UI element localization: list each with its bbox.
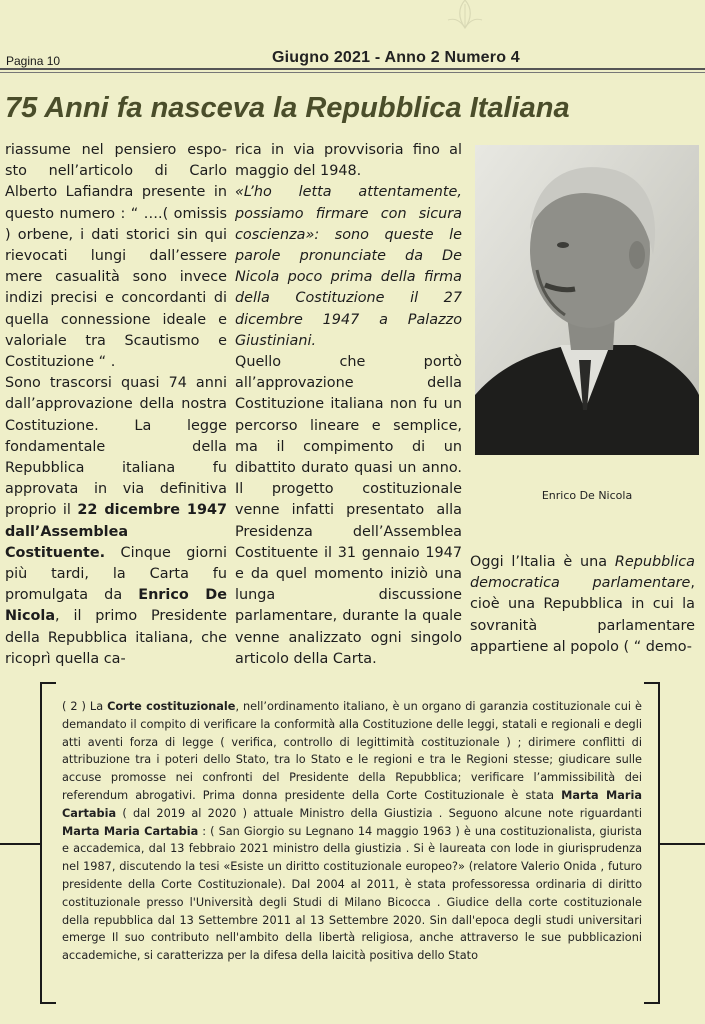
page-header <box>0 46 705 70</box>
page-number: Pagina 10 <box>6 54 61 68</box>
leaf-ornament-icon <box>440 0 490 30</box>
footnote-text: ( 2 ) La Corte costituzionale, nell’ordinamento italiano, è un organo di garanzia costituzionale cui è demandato il compito di verificare la conformità alla Costituzione delle leggi, statali e regionali e degli atti aventi forza di legge ( verifica, controllo di legittimità costituzionale ) ; dirimere conflitti di attribuzione tra i poteri dello Stato, tra lo Stato e le regioni e tra le Regioni stesse; giudicare sulle accuse promosse nei confronti del Presidente della Repubblica; verificare l’ammissibilità dei referendum abrogativi. Prima donna presidente della Corte Costituzionale è stata Marta Maria Cartabia ( dal 2019 al 2020 ) attuale Ministro della Giustizia . Seguono alcune note riguardanti Marta Maria Cartabia : ( San Giorgio su Legnano 14 maggio 1963 ) è una costituzionalista, giurista e accademica, dal 13 febbraio 2021 ministro della giustizia . Si è laureata con lode in giurisprudenza nel 1987, discutendo la tesi «Esiste un diritto costituzionale europeo?» (relatore Valerio Onida , futuro presidente della Corte Costituzionale). Dal 2004 al 2011, è stata professoressa ordinaria di diritto costituzionale presso l'Università degli Studi di Milano Bicocca . Giudice della corte costituzionale della repubblica dal 13 Settembre 2011 al 13 Settembre 2020. Sin dall'epoca degli studi universitari emerge Il suo contributo nell'ambito della libertà religiosa, anche attraverso le sue pubblicazioni accademiche, si caratterizza per la difesa della laicità positiva dello Stato <box>62 700 642 963</box>
footnote-connector-left <box>0 843 40 845</box>
paragraph: Quello che portò all’approvazione della Costituzione italiana non fu un percorso lineare e semplice, ma il compimento di un dibattito durato quasi un anno. Il progetto costituzionale venne infatti presentato alla Presidenza dell’Assemblea Costituente il 31 gennaio 1947 e da quel momento iniziò una lunga discussione parlamentare, durante la quale venne analizzato ogni singolo articolo della Carta. <box>235 354 462 667</box>
article-column-1 <box>5 140 227 670</box>
article-column-3 <box>470 552 695 658</box>
quote-paragraph: «L’ho letta attentamente, possiamo firmare con sicura coscienza»: sono queste le parole pronunciate da De Nicola poco prima della firma della Costituzione il 27 dicembre 1947 a Palazzo Giustiniani. <box>235 184 462 349</box>
article-title: 75 Anni fa nasceva la Repubblica Italiana <box>5 92 570 124</box>
header-rule <box>0 68 705 70</box>
issue-info: Giugno 2021 - Anno 2 Numero 4 <box>272 49 520 66</box>
paragraph: rica in via provvisoria fino al maggio del 1948. <box>235 142 462 180</box>
photo-caption: Enrico De Nicola <box>541 489 633 502</box>
bracket-left <box>40 682 56 1004</box>
footnote-connector-right <box>660 843 705 845</box>
paragraph: riassume nel pensiero espo-sto nell’articolo di Carlo Alberto Lafiandra presente in questo numero : “ ….( omissis ) orbene, i dati storici sin qui rievocati lungi dall’essere mere casualità sono invece indizi precisi e concordanti di quella connessione ideale e valoriale tra Scautismo e Costituzione “ . <box>5 142 227 371</box>
paragraph: Oggi l’Italia è una Repubblica democratica parlamentare, cioè una Repubblica in cui la sovranità parlamentare appartiene al popolo ( “ demo- <box>470 554 695 655</box>
portrait-photo <box>475 145 699 455</box>
paragraph: Sono trascorsi quasi 74 anni dall’approvazione della nostra Costituzione. La legge fondamentale della Repubblica italiana fu approvata in via definitiva proprio il 22 dicembre 1947 dall’Assemblea Costituente. Cinque giorni più tardi, la Carta fu promulgata da Enrico De Nicola, il primo Presidente della Repubblica italiana, che ricoprì quella ca- <box>5 375 227 667</box>
article-column-2 <box>235 140 462 670</box>
bracket-right <box>644 682 660 1004</box>
header-rule-thin <box>0 72 705 73</box>
